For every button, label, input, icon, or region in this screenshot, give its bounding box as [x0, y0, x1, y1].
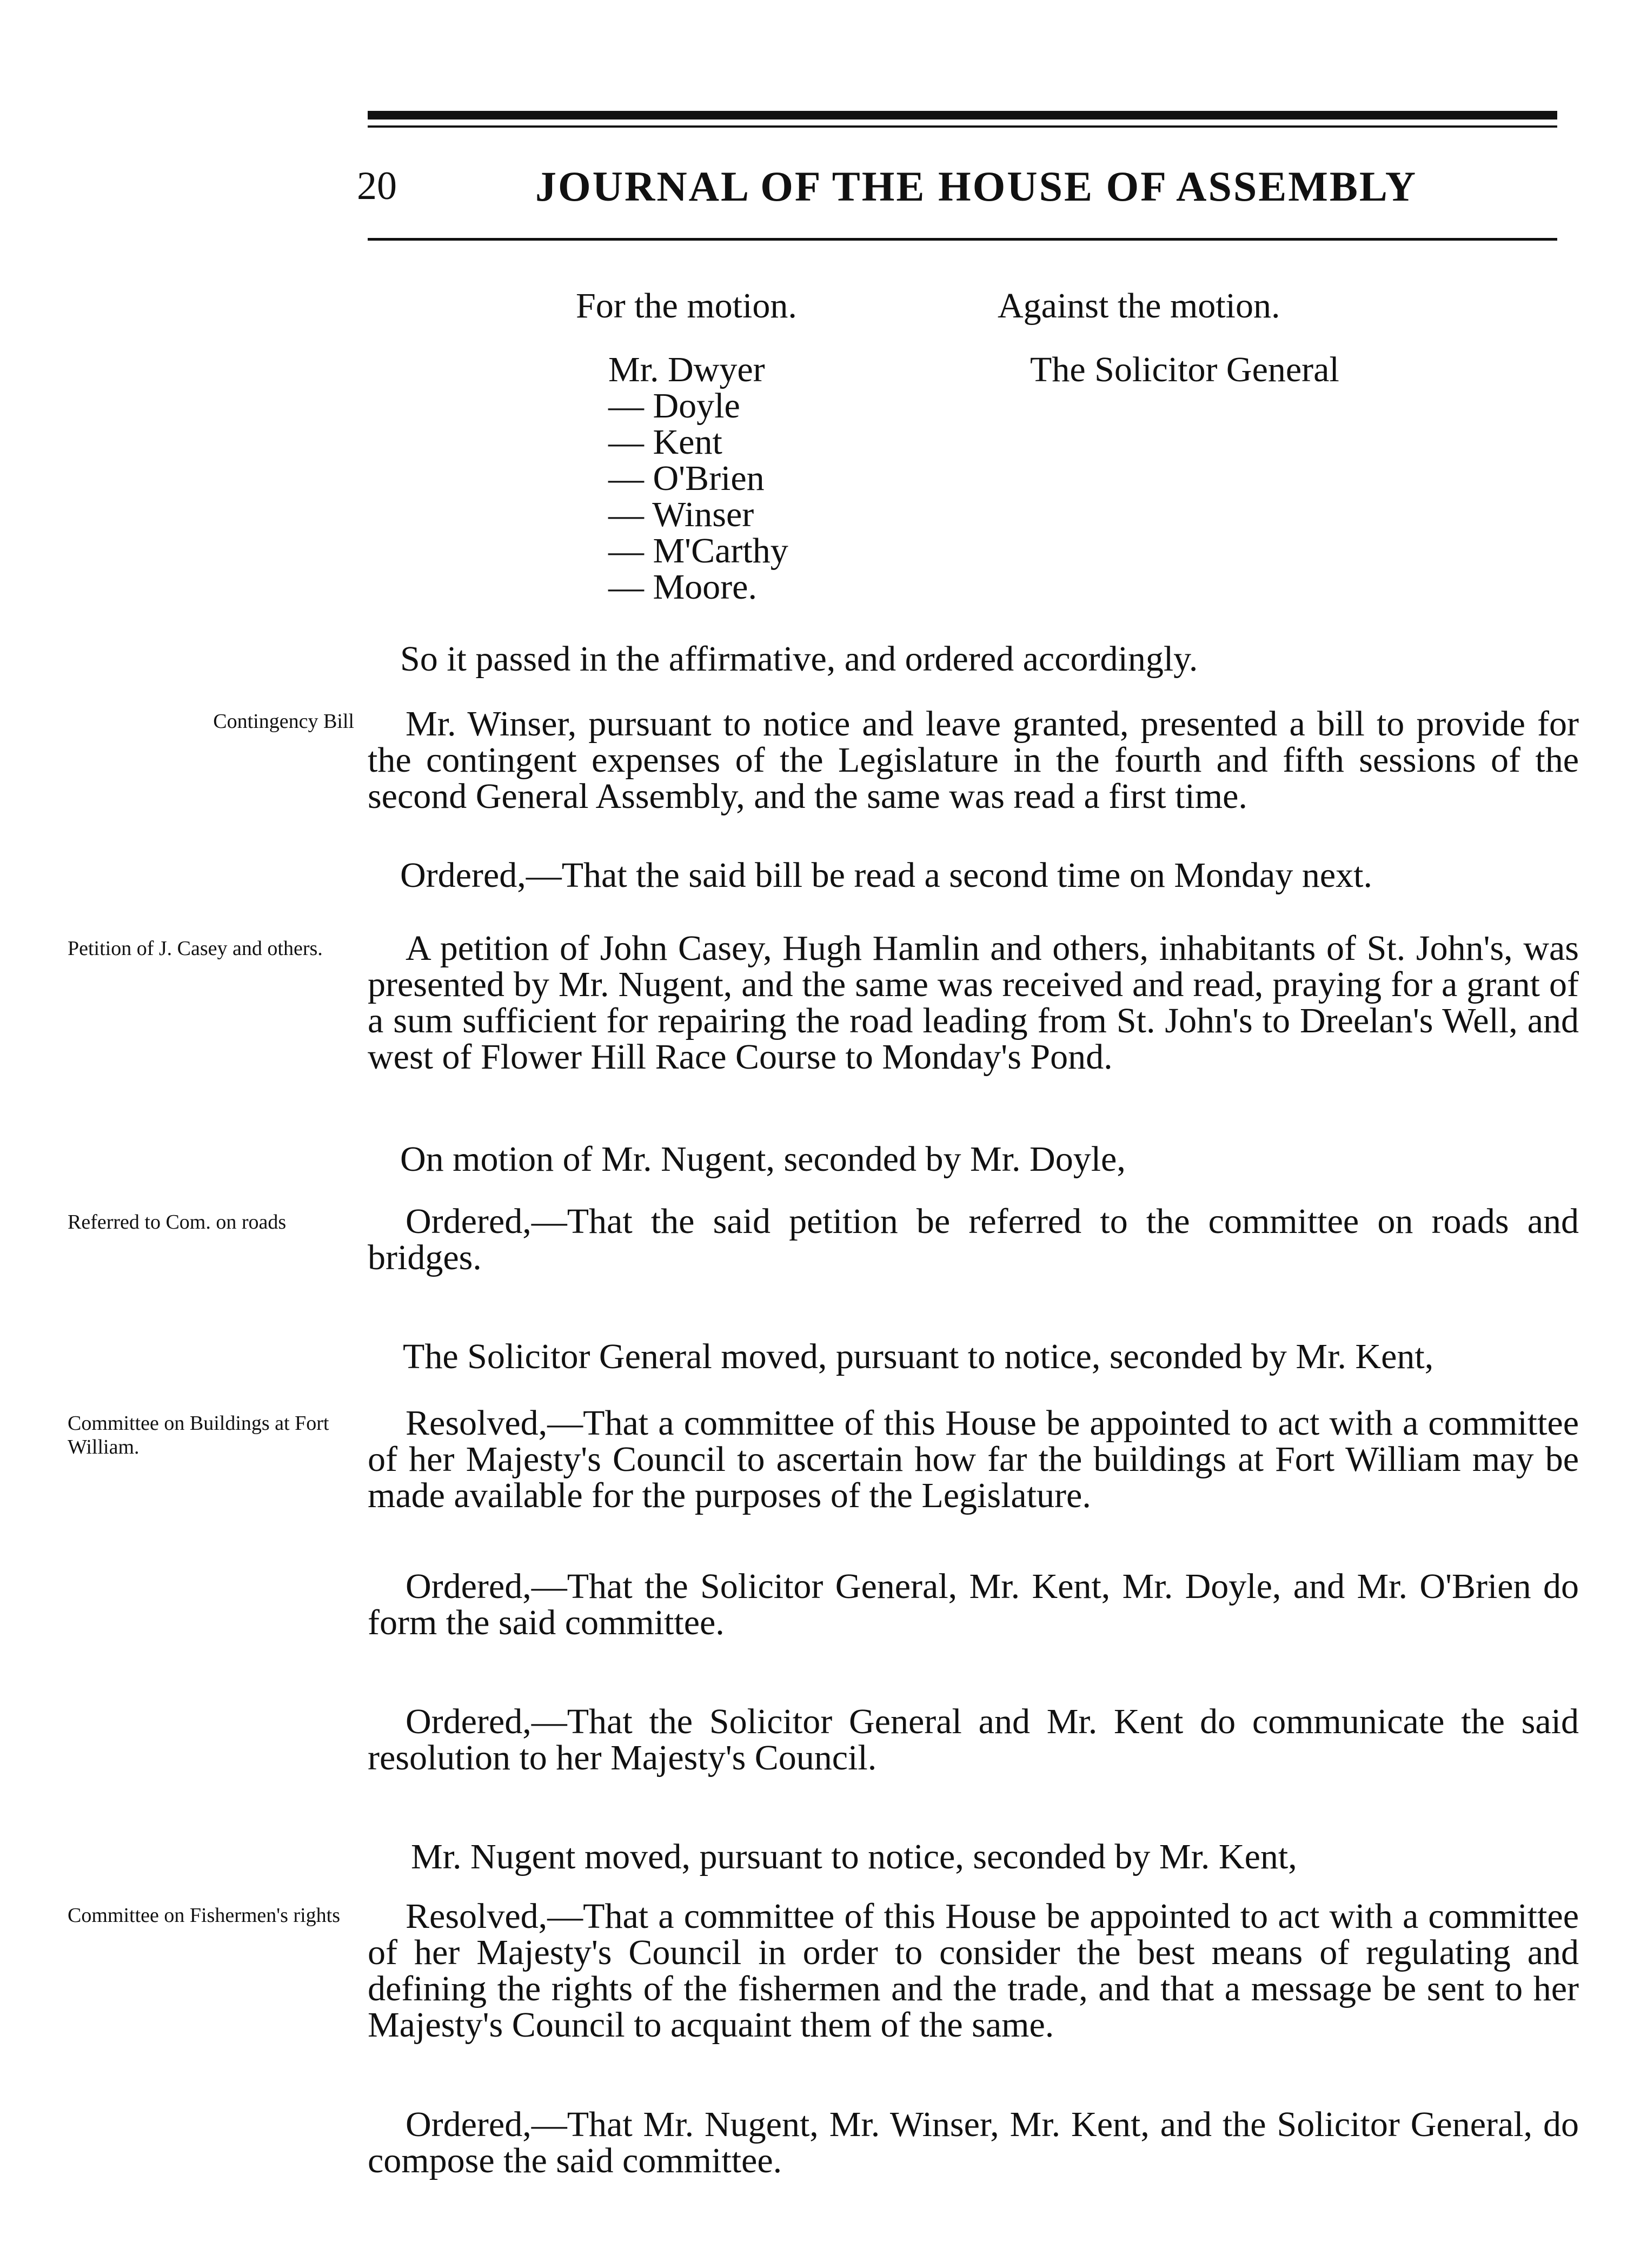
margin-note-fishermen: Committee on Fishermen's rights — [68, 1904, 340, 1927]
paragraph-motion-nugent: On motion of Mr. Nugent, seconded by Mr. Doyle, — [400, 1139, 1126, 1179]
voter-name: — M'Carthy — [608, 531, 788, 571]
voter-name: The Solicitor General — [1030, 350, 1339, 389]
paragraph-solicitor-moved: The Solicitor General moved, pursuant to notice, seconded by Mr. Kent, — [403, 1337, 1434, 1376]
voter-name: — O'Brien — [608, 459, 765, 498]
for-motion-heading: For the motion. — [576, 286, 797, 326]
page-title: JOURNAL OF THE HOUSE OF ASSEMBLY — [535, 163, 1418, 210]
paragraph-result: So it passed in the affirmative, and ordered accordingly. — [400, 639, 1198, 679]
against-motion-heading: Against the motion. — [998, 286, 1280, 326]
voter-name: — Winser — [608, 495, 754, 534]
margin-note-referred-roads: Referred to Com. on roads — [68, 1211, 287, 1234]
voter-name: — Kent — [608, 422, 722, 462]
paragraph-contingency-bill: Mr. Winser, pursuant to notice and leave granted, presented a bill to provide for the contingent expenses of the Legislature in the fourth and fifth sessions of the second General Assembly, and the same was read a first time. — [368, 704, 1579, 816]
paragraph-second-reading: Ordered,—That the said bill be read a second time on Monday next. — [400, 856, 1372, 895]
paragraph-nugent-moved: Mr. Nugent moved, pursuant to notice, seconded by Mr. Kent, — [411, 1837, 1297, 1876]
top-rule-thick — [368, 111, 1557, 120]
paragraph-ordered-committee: Ordered,—That the Solicitor General, Mr. Kent, Mr. Doyle, and Mr. O'Brien do form the said committee. — [368, 1567, 1579, 1642]
paragraph-petition: A petition of John Casey, Hugh Hamlin and others, inhabitants of St. John's, was presented by Mr. Nugent, and the same was received and read, praying for a grant of a sum sufficient for repairing the road leading from St. John's to Dreelan's Well, and west of Flower Hill Race Course to Monday's Pond. — [368, 929, 1579, 1077]
paragraph-resolved-fishermen: Resolved,—That a committee of this House be appointed to act with a committee of her Majesty's Council in order to consider the best means of regulating and defining the rights of the fishermen and the trade, and that a message be sent to her Majesty's Council to acquaint them of the same. — [368, 1896, 1579, 2045]
margin-note-contingency-bill: Contingency Bill — [213, 710, 354, 733]
for-motion-list — [608, 352, 788, 605]
top-rule-thin — [368, 125, 1557, 128]
voter-name: — Moore. — [608, 567, 757, 607]
voter-name: — Doyle — [608, 386, 740, 426]
paragraph-resolved-buildings: Resolved,—That a committee of this House be appointed to act with a committee of her Majesty's Council to ascertain how far the buildings at Fort William may be made available for the purposes of the Legislature. — [368, 1403, 1579, 1515]
margin-note-petition: Petition of J. Casey and others. — [68, 937, 323, 960]
paragraph-referred-roads: Ordered,—That the said petition be referred to the committee on roads and bridges. — [368, 1202, 1579, 1277]
page-number: 20 — [357, 164, 397, 208]
paragraph-ordered-compose: Ordered,—That Mr. Nugent, Mr. Winser, Mr. Kent, and the Solicitor General, do compose the said committee. — [368, 2105, 1579, 2180]
paragraph-ordered-communicate: Ordered,—That the Solicitor General and Mr. Kent do communicate the said resolution to her Majesty's Council. — [368, 1702, 1579, 1778]
margin-note-buildings: Committee on Buildings at Fort William. — [68, 1412, 329, 1458]
against-motion-list — [1030, 352, 1339, 388]
voter-name: Mr. Dwyer — [608, 350, 765, 389]
header-rule — [368, 238, 1557, 241]
